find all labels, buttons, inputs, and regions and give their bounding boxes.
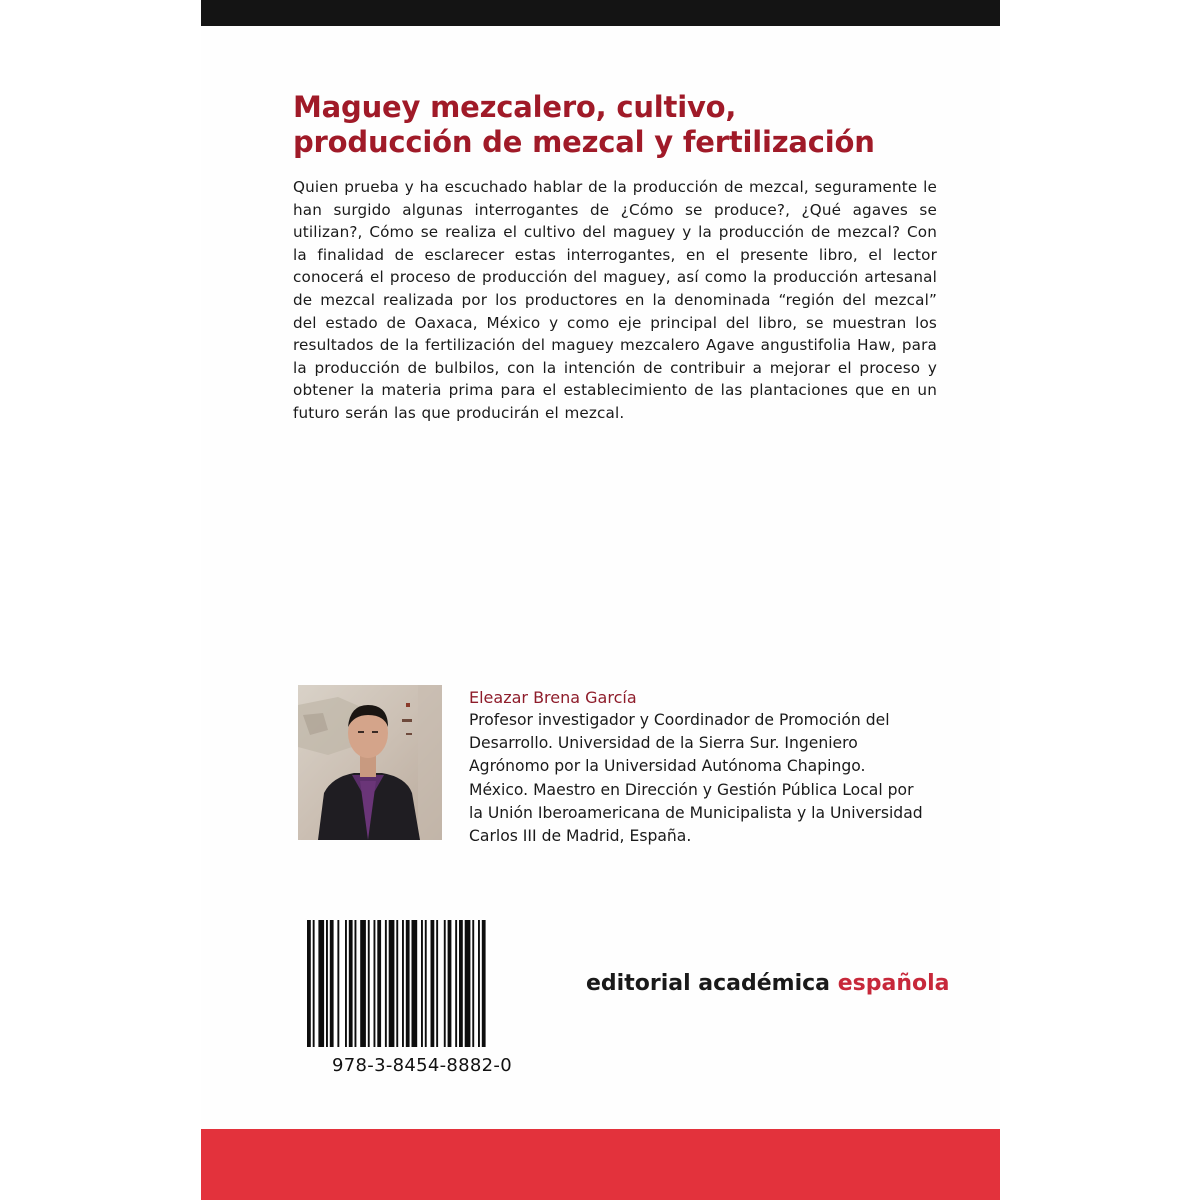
publisher-logo: [586, 966, 949, 1002]
barcode-bar: [389, 920, 395, 1047]
top-band: [201, 0, 1000, 26]
barcode-bar: [368, 920, 370, 1047]
barcode-bar: [436, 920, 438, 1047]
barcode-bar: [360, 920, 366, 1047]
barcode-bar: [412, 920, 418, 1047]
isbn-barcode: [305, 920, 539, 1047]
book-description: Quien prueba y ha escuchado hablar de la producción de mezcal, seguramente le han surgido algunas interrogantes de ¿Cómo se produce?, ¿Qué agaves se utilizan?, Cómo se realiza el cultivo del maguey y la producción de mezcal? Con la finalidad de esclarecer estas interrogantes, en el presente libro, el lector conocerá el proceso de producción del maguey, así como la producción artesanal de mezcal realizada por los productores en la denominada “región del mezcal” del estado de Oaxaca, México y como eje principal del libro, se muestran los resultados de la fertilización del maguey mezcalero Agave angustifolia Haw, para la producción de bulbilos, con la intención de contribuir a mejorar el proceso y obtener la materia prima para el establecimiento de las plantaciones que en un futuro serán las que producirán el mezcal.: [293, 178, 937, 422]
barcode-bar: [355, 920, 357, 1047]
barcode-bar: [318, 920, 324, 1047]
barcode-bar: [402, 920, 404, 1047]
book-title: [293, 90, 953, 160]
barcode-bar: [337, 920, 339, 1047]
isbn-number: 978-3-8454-8882-0: [332, 1055, 512, 1076]
barcode-bar: [406, 920, 410, 1047]
barcode-bar: [330, 920, 334, 1047]
barcode-bar: [345, 920, 347, 1047]
author-name: Eleazar Brena García: [469, 688, 637, 707]
barcode-bar: [374, 920, 376, 1047]
barcode-bar: [326, 920, 328, 1047]
barcode-bar: [459, 920, 463, 1047]
barcode-bar: [482, 920, 486, 1047]
barcode-bar: [385, 920, 387, 1047]
barcode-bar: [396, 920, 398, 1047]
publisher-name-main: editorial académica: [586, 971, 831, 996]
author-bio: Profesor investigador y Coordinador de Promoción del Desarrollo. Universidad de la Sierra Sur. Ingeniero Agrónomo por la Universidad Autónoma Chapingo. México. Maestro en Dirección y Gestión Pública Local por la Unión Iberoamericana de Municipalista y la Universidad Carlos III de Madrid, España.: [469, 711, 923, 846]
bottom-band: [201, 1129, 1000, 1200]
barcode-bar: [377, 920, 381, 1047]
barcode-bar: [349, 920, 353, 1047]
barcode-bar: [478, 920, 480, 1047]
title-line-2: producción de mezcal y fertilización: [293, 125, 875, 159]
barcode-bar: [455, 920, 457, 1047]
barcode-bars: [305, 920, 539, 1047]
barcode-bar: [444, 920, 446, 1047]
barcode-bar: [313, 920, 315, 1047]
author-photo: [298, 685, 442, 840]
barcode-bar: [472, 920, 474, 1047]
barcode-bar: [307, 920, 311, 1047]
barcode-bar: [421, 920, 423, 1047]
barcode-bar: [425, 920, 427, 1047]
title-line-1: Maguey mezcalero, cultivo,: [293, 90, 737, 124]
barcode-bar: [431, 920, 435, 1047]
barcode-bar: [448, 920, 452, 1047]
author-portrait-image: [298, 685, 442, 840]
book-back-cover: [201, 0, 1000, 1200]
publisher-name-accent: española: [837, 971, 950, 996]
barcode-bar: [465, 920, 471, 1047]
